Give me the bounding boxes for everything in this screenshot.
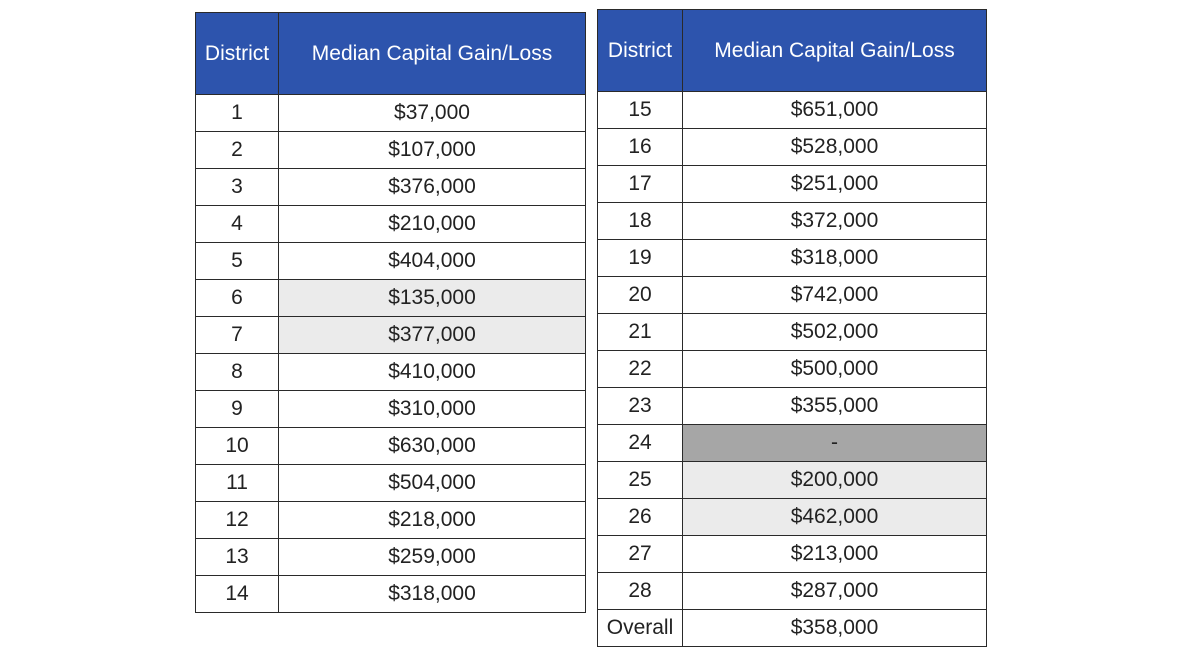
district-cell: 18 <box>598 203 683 240</box>
table-row <box>598 499 987 536</box>
header-row <box>598 10 987 92</box>
median-value-cell: $310,000 <box>279 391 586 428</box>
district-cell: 2 <box>196 132 279 169</box>
district-cell: 6 <box>196 280 279 317</box>
median-value-cell: $462,000 <box>683 499 987 536</box>
table-row <box>598 240 987 277</box>
district-cell: 8 <box>196 354 279 391</box>
table-row <box>196 576 586 613</box>
table-row <box>598 462 987 499</box>
median-value-cell: $504,000 <box>279 465 586 502</box>
district-cell: 20 <box>598 277 683 314</box>
median-value-cell: - <box>683 425 987 462</box>
median-value-cell: $372,000 <box>683 203 987 240</box>
median-value-cell: $404,000 <box>279 243 586 280</box>
median-value-cell: $376,000 <box>279 169 586 206</box>
district-cell: 7 <box>196 317 279 354</box>
median-value-cell: $355,000 <box>683 388 987 425</box>
table-row <box>196 169 586 206</box>
table-row <box>196 465 586 502</box>
median-value-cell: $742,000 <box>683 277 987 314</box>
district-table-right <box>597 9 987 647</box>
table-row <box>196 391 586 428</box>
median-value-cell: $410,000 <box>279 354 586 391</box>
district-cell: 26 <box>598 499 683 536</box>
district-cell: 22 <box>598 351 683 388</box>
district-cell: 14 <box>196 576 279 613</box>
district-cell: 11 <box>196 465 279 502</box>
table-row <box>598 536 987 573</box>
median-value-cell: $377,000 <box>279 317 586 354</box>
table-row <box>598 166 987 203</box>
table-row <box>598 425 987 462</box>
district-cell: 21 <box>598 314 683 351</box>
district-cell: 5 <box>196 243 279 280</box>
table-row <box>598 92 987 129</box>
median-value-cell: $502,000 <box>683 314 987 351</box>
district-cell: Overall <box>598 610 683 647</box>
median-value-cell: $218,000 <box>279 502 586 539</box>
median-value-cell: $259,000 <box>279 539 586 576</box>
district-cell: 15 <box>598 92 683 129</box>
district-cell: 17 <box>598 166 683 203</box>
district-cell: 27 <box>598 536 683 573</box>
median-value-cell: $318,000 <box>279 576 586 613</box>
table-row <box>196 95 586 132</box>
median-value-cell: $500,000 <box>683 351 987 388</box>
median-value-cell: $651,000 <box>683 92 987 129</box>
median-header: Median Capital Gain/Loss <box>279 13 586 95</box>
table-row <box>598 129 987 166</box>
table-row <box>196 539 586 576</box>
median-value-cell: $318,000 <box>683 240 987 277</box>
district-cell: 19 <box>598 240 683 277</box>
district-header: District <box>196 13 279 95</box>
table-row <box>598 203 987 240</box>
table-row <box>196 428 586 465</box>
district-header: District <box>598 10 683 92</box>
table-row <box>196 243 586 280</box>
district-cell: 23 <box>598 388 683 425</box>
median-value-cell: $200,000 <box>683 462 987 499</box>
table-row <box>196 354 586 391</box>
district-cell: 28 <box>598 573 683 610</box>
header-row <box>196 13 586 95</box>
median-value-cell: $251,000 <box>683 166 987 203</box>
median-value-cell: $37,000 <box>279 95 586 132</box>
district-cell: 13 <box>196 539 279 576</box>
district-table-left <box>195 12 586 613</box>
table-row <box>598 610 987 647</box>
table-row <box>196 132 586 169</box>
table-row <box>196 502 586 539</box>
median-value-cell: $213,000 <box>683 536 987 573</box>
table-row <box>196 280 586 317</box>
district-cell: 10 <box>196 428 279 465</box>
district-cell: 16 <box>598 129 683 166</box>
table-row <box>598 314 987 351</box>
median-value-cell: $210,000 <box>279 206 586 243</box>
district-cell: 4 <box>196 206 279 243</box>
table-row <box>598 277 987 314</box>
median-value-cell: $135,000 <box>279 280 586 317</box>
table-row <box>598 573 987 610</box>
district-cell: 9 <box>196 391 279 428</box>
table-row <box>598 351 987 388</box>
median-header: Median Capital Gain/Loss <box>683 10 987 92</box>
median-value-cell: $287,000 <box>683 573 987 610</box>
median-value-cell: $528,000 <box>683 129 987 166</box>
district-cell: 25 <box>598 462 683 499</box>
district-cell: 24 <box>598 425 683 462</box>
table-body-left <box>196 95 586 613</box>
median-value-cell: $358,000 <box>683 610 987 647</box>
district-cell: 3 <box>196 169 279 206</box>
table-row <box>196 206 586 243</box>
table-body-right <box>598 92 987 647</box>
table-row <box>598 388 987 425</box>
median-value-cell: $107,000 <box>279 132 586 169</box>
table-row <box>196 317 586 354</box>
district-cell: 1 <box>196 95 279 132</box>
median-value-cell: $630,000 <box>279 428 586 465</box>
district-cell: 12 <box>196 502 279 539</box>
